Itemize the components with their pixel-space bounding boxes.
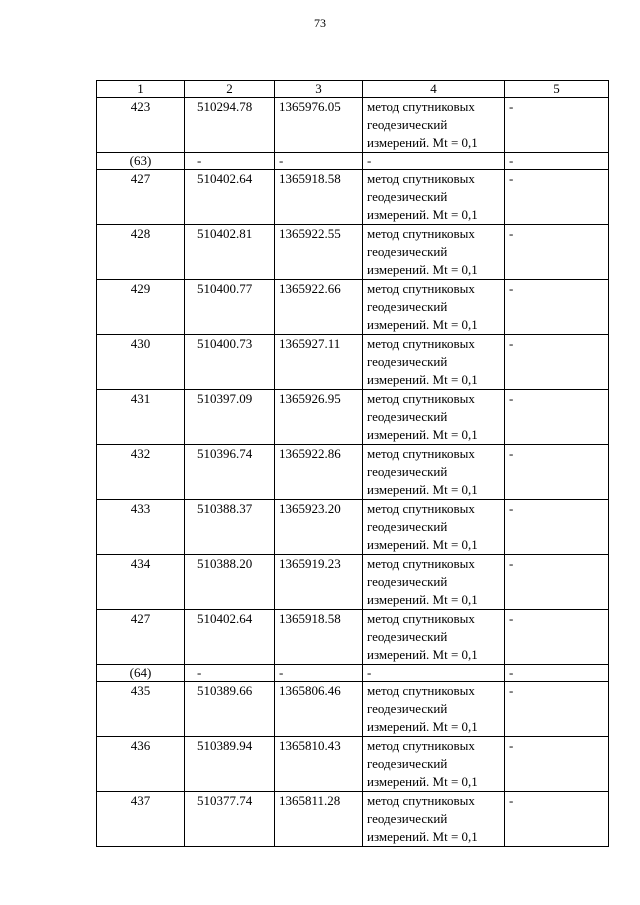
point-number-cell: 429 xyxy=(97,280,185,335)
point-number-cell: 437 xyxy=(97,792,185,847)
table-header-row xyxy=(97,81,609,98)
point-number-cell: 423 xyxy=(97,98,185,153)
y-coordinate-cell: 1365923.20 xyxy=(275,500,363,555)
point-number-cell: 436 xyxy=(97,737,185,792)
table-row xyxy=(97,335,609,390)
x-coordinate-cell: 510294.78 xyxy=(185,98,275,153)
note-cell: - xyxy=(505,610,609,665)
y-coordinate-cell: 1365922.66 xyxy=(275,280,363,335)
method-cell: метод спутниковых геодезический измерений. Mt = 0,1 xyxy=(363,500,505,555)
table-body xyxy=(97,98,609,847)
method-cell: метод спутниковых геодезический измерений. Mt = 0,1 xyxy=(363,610,505,665)
note-cell: - xyxy=(505,335,609,390)
table-row xyxy=(97,98,609,153)
y-coordinate-cell: 1365922.86 xyxy=(275,445,363,500)
method-cell: метод спутниковых геодезический измерений. Mt = 0,1 xyxy=(363,390,505,445)
x-coordinate-cell: 510389.94 xyxy=(185,737,275,792)
method-cell: метод спутниковых геодезический измерений. Mt = 0,1 xyxy=(363,737,505,792)
note-cell: - xyxy=(505,737,609,792)
y-coordinate-cell: 1365922.55 xyxy=(275,225,363,280)
x-coordinate-cell: 510400.73 xyxy=(185,335,275,390)
point-number-cell: 434 xyxy=(97,555,185,610)
y-coordinate-cell: 1365810.43 xyxy=(275,737,363,792)
note-cell: - xyxy=(505,555,609,610)
table-row xyxy=(97,445,609,500)
method-cell: метод спутниковых геодезический измерений. Mt = 0,1 xyxy=(363,170,505,225)
point-number-cell: 433 xyxy=(97,500,185,555)
method-cell: - xyxy=(363,153,505,170)
table-row xyxy=(97,280,609,335)
x-coordinate-cell: 510388.20 xyxy=(185,555,275,610)
note-cell: - xyxy=(505,153,609,170)
note-cell: - xyxy=(505,225,609,280)
header-col-1: 1 xyxy=(97,81,185,98)
point-number-cell: 430 xyxy=(97,335,185,390)
method-cell: метод спутниковых геодезический измерений. Mt = 0,1 xyxy=(363,445,505,500)
note-cell: - xyxy=(505,280,609,335)
note-cell: - xyxy=(505,390,609,445)
header-col-2: 2 xyxy=(185,81,275,98)
x-coordinate-cell: 510402.64 xyxy=(185,170,275,225)
y-coordinate-cell: 1365806.46 xyxy=(275,682,363,737)
y-coordinate-cell: 1365976.05 xyxy=(275,98,363,153)
point-number-cell: (63) xyxy=(97,153,185,170)
x-coordinate-cell: 510396.74 xyxy=(185,445,275,500)
x-coordinate-cell: 510400.77 xyxy=(185,280,275,335)
method-cell: метод спутниковых геодезический измерений. Mt = 0,1 xyxy=(363,225,505,280)
method-cell: метод спутниковых геодезический измерений. Mt = 0,1 xyxy=(363,555,505,610)
x-coordinate-cell: 510389.66 xyxy=(185,682,275,737)
method-cell: метод спутниковых геодезический измерений. Mt = 0,1 xyxy=(363,98,505,153)
header-col-5: 5 xyxy=(505,81,609,98)
x-coordinate-cell: 510402.81 xyxy=(185,225,275,280)
table-row xyxy=(97,737,609,792)
y-coordinate-cell: - xyxy=(275,153,363,170)
point-number-cell: (64) xyxy=(97,665,185,682)
point-number-cell: 431 xyxy=(97,390,185,445)
method-cell: метод спутниковых геодезический измерений. Mt = 0,1 xyxy=(363,792,505,847)
note-cell: - xyxy=(505,98,609,153)
y-coordinate-cell: 1365926.95 xyxy=(275,390,363,445)
table-row xyxy=(97,390,609,445)
note-cell: - xyxy=(505,500,609,555)
section-separator-row xyxy=(97,665,609,682)
y-coordinate-cell: 1365918.58 xyxy=(275,170,363,225)
point-number-cell: 427 xyxy=(97,610,185,665)
note-cell: - xyxy=(505,170,609,225)
method-cell: метод спутниковых геодезический измерений. Mt = 0,1 xyxy=(363,682,505,737)
x-coordinate-cell: 510388.37 xyxy=(185,500,275,555)
x-coordinate-cell: - xyxy=(185,153,275,170)
point-number-cell: 435 xyxy=(97,682,185,737)
method-cell: метод спутниковых геодезический измерений. Mt = 0,1 xyxy=(363,280,505,335)
note-cell: - xyxy=(505,445,609,500)
y-coordinate-cell: - xyxy=(275,665,363,682)
y-coordinate-cell: 1365919.23 xyxy=(275,555,363,610)
header-col-3: 3 xyxy=(275,81,363,98)
x-coordinate-cell: - xyxy=(185,665,275,682)
method-cell: метод спутниковых геодезический измерений. Mt = 0,1 xyxy=(363,335,505,390)
table-row xyxy=(97,500,609,555)
point-number-cell: 427 xyxy=(97,170,185,225)
x-coordinate-cell: 510397.09 xyxy=(185,390,275,445)
method-cell: - xyxy=(363,665,505,682)
table-row xyxy=(97,225,609,280)
note-cell: - xyxy=(505,682,609,737)
table-row xyxy=(97,610,609,665)
point-number-cell: 428 xyxy=(97,225,185,280)
y-coordinate-cell: 1365811.28 xyxy=(275,792,363,847)
note-cell: - xyxy=(505,665,609,682)
x-coordinate-cell: 510377.74 xyxy=(185,792,275,847)
header-col-4: 4 xyxy=(363,81,505,98)
y-coordinate-cell: 1365918.58 xyxy=(275,610,363,665)
table-row xyxy=(97,792,609,847)
section-separator-row xyxy=(97,153,609,170)
table-row xyxy=(97,682,609,737)
x-coordinate-cell: 510402.64 xyxy=(185,610,275,665)
page-number: 73 xyxy=(314,16,326,30)
table-row xyxy=(97,555,609,610)
y-coordinate-cell: 1365927.11 xyxy=(275,335,363,390)
point-number-cell: 432 xyxy=(97,445,185,500)
coordinates-table xyxy=(96,80,609,847)
table-row xyxy=(97,170,609,225)
note-cell: - xyxy=(505,792,609,847)
